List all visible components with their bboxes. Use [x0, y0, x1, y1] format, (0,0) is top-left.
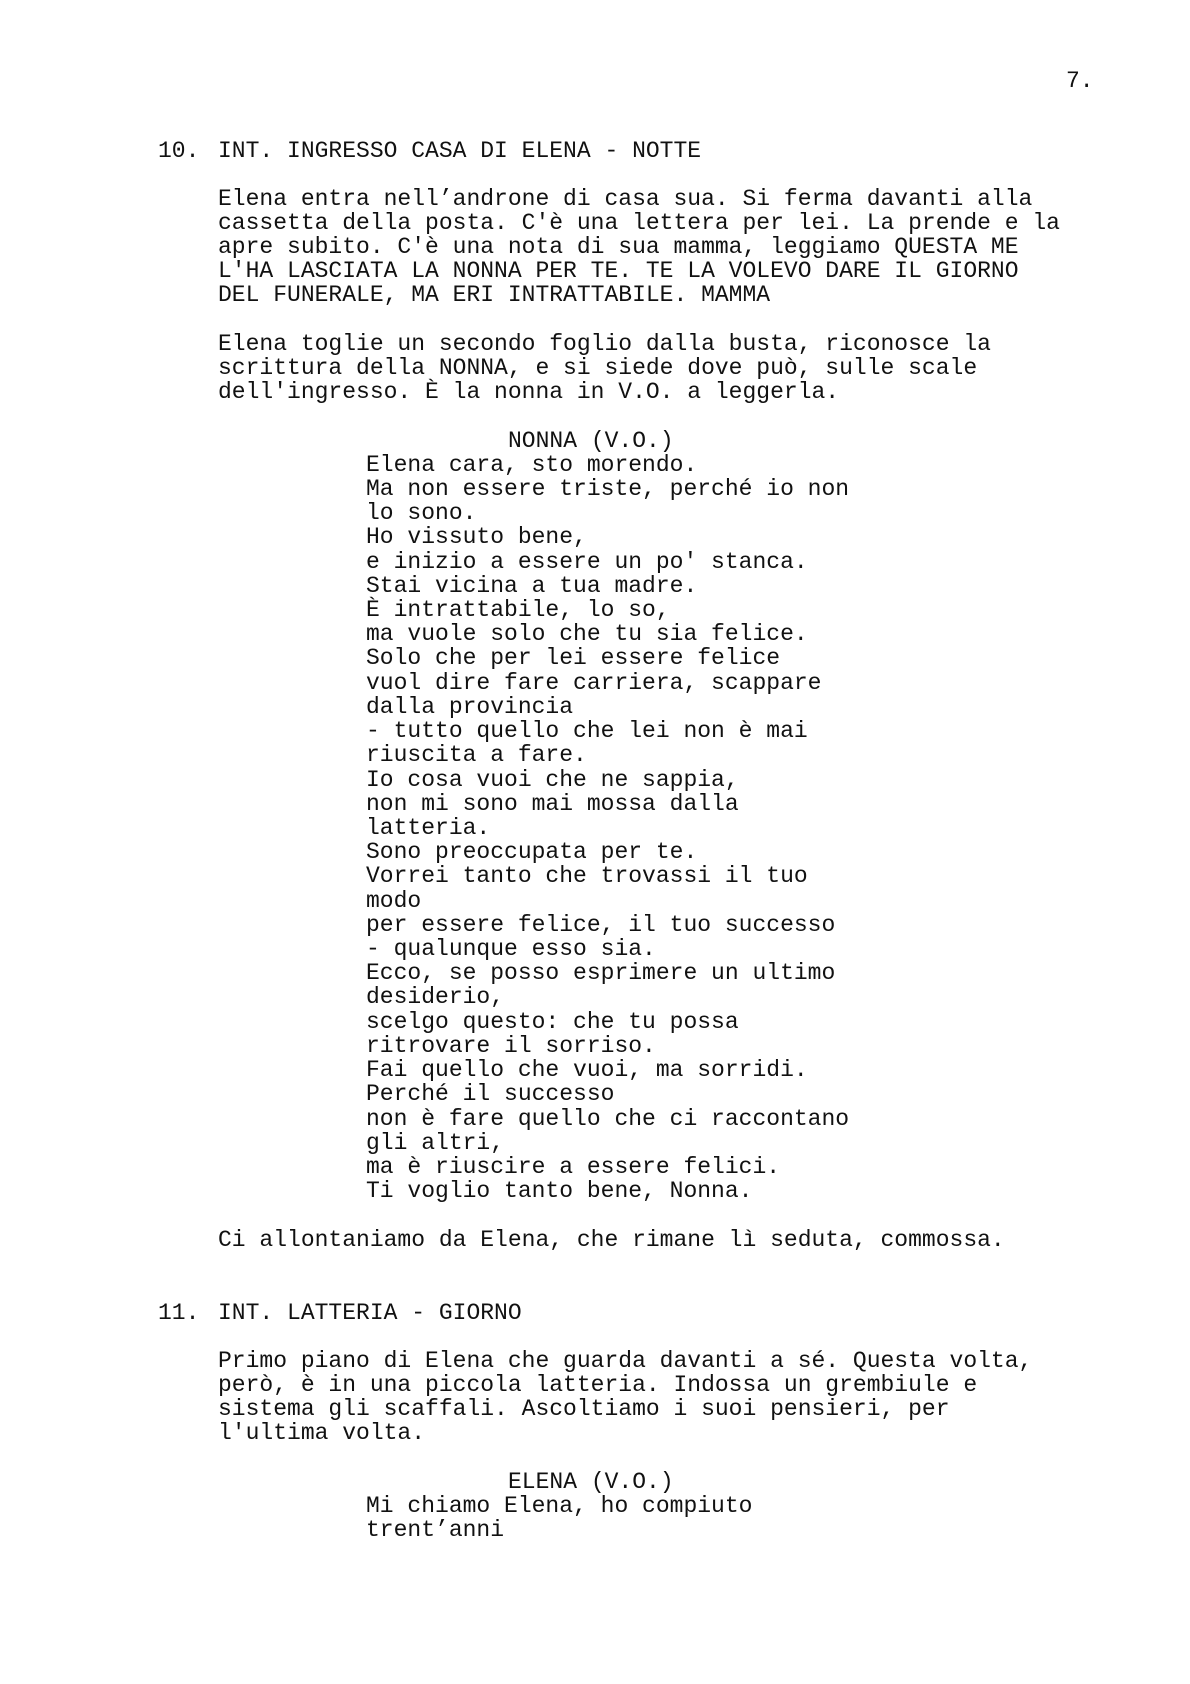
dialogue-line: Ti voglio tanto bene, Nonna. [366, 1178, 753, 1204]
dialogue-line: ma vuole solo che tu sia felice. [366, 621, 808, 647]
action-line: L'HA LASCIATA LA NONNA PER TE. TE LA VOLEVO DARE IL GIORNO [218, 258, 1019, 284]
action-line: Ci allontaniamo da Elena, che rimane lì seduta, commossa. [218, 1227, 1005, 1253]
dialogue-line: scelgo questo: che tu possa [366, 1009, 739, 1035]
dialogue-line: modo [366, 888, 422, 914]
dialogue-line: ritrovare il sorriso. [366, 1033, 656, 1059]
dialogue-line: dalla provincia [366, 694, 574, 720]
action-line: però, è in una piccola latteria. Indossa un grembiule e [218, 1372, 978, 1398]
dialogue-line: - tutto quello che lei non è mai [366, 718, 808, 744]
dialogue-line: È intrattabile, lo so, [366, 597, 670, 623]
action-line: cassetta della posta. C'è una lettera per lei. La prende e la [218, 210, 1060, 236]
dialogue-line: trent’anni [366, 1517, 505, 1543]
dialogue-line: lo sono. [366, 500, 477, 526]
dialogue-line: non è fare quello che ci raccontano [366, 1106, 850, 1132]
dialogue-line: Elena cara, sto morendo. [366, 452, 698, 478]
dialogue-line: Io cosa vuoi che ne sappia, [366, 767, 739, 793]
action-line: scrittura della NONNA, e si siede dove può, sulle scale [218, 355, 978, 381]
dialogue-line: Ho vissuto bene, [366, 524, 587, 550]
dialogue-line: Sono preoccupata per te. [366, 839, 698, 865]
scene-number: 10. [158, 138, 200, 164]
dialogue-line: Solo che per lei essere felice [366, 645, 781, 671]
dialogue-line: riuscita a fare. [366, 742, 587, 768]
dialogue-line: desiderio, [366, 984, 505, 1010]
dialogue-line: Perché il successo [366, 1081, 615, 1107]
character-name: ELENA (V.O.) [508, 1469, 674, 1495]
scene-number: 11. [158, 1300, 200, 1326]
dialogue-line: Vorrei tanto che trovassi il tuo [366, 863, 808, 889]
scene-heading: INT. INGRESSO CASA DI ELENA - NOTTE [218, 138, 702, 164]
dialogue-line: vuol dire fare carriera, scappare [366, 670, 822, 696]
dialogue-line: - qualunque esso sia. [366, 936, 656, 962]
dialogue-line: e inizio a essere un po' stanca. [366, 549, 808, 575]
character-name: NONNA (V.O.) [508, 428, 674, 454]
page-number: 7. [1066, 68, 1094, 94]
dialogue-line: Mi chiamo Elena, ho compiuto [366, 1493, 753, 1519]
dialogue-line: per essere felice, il tuo successo [366, 912, 836, 938]
action-line: Elena entra nell’androne di casa sua. Si ferma davanti alla [218, 186, 1033, 212]
action-line: apre subito. C'è una nota di sua mamma, leggiamo QUESTA ME [218, 234, 1019, 260]
dialogue-line: Ma non essere triste, perché io non [366, 476, 850, 502]
dialogue-line: gli altri, [366, 1130, 505, 1156]
action-line: l'ultima volta. [218, 1420, 426, 1446]
dialogue-line: latteria. [366, 815, 491, 841]
dialogue-line: Stai vicina a tua madre. [366, 573, 698, 599]
dialogue-line: Fai quello che vuoi, ma sorridi. [366, 1057, 808, 1083]
action-line: Primo piano di Elena che guarda davanti a sé. Questa volta, [218, 1348, 1033, 1374]
dialogue-line: ma è riuscire a essere felici. [366, 1154, 781, 1180]
action-line: Elena toglie un secondo foglio dalla busta, riconosce la [218, 331, 991, 357]
scene-heading: INT. LATTERIA - GIORNO [218, 1300, 522, 1326]
dialogue-line: Ecco, se posso esprimere un ultimo [366, 960, 836, 986]
action-line: dell'ingresso. È la nonna in V.O. a leggerla. [218, 379, 840, 405]
dialogue-line: non mi sono mai mossa dalla [366, 791, 739, 817]
action-line: sistema gli scaffali. Ascoltiamo i suoi pensieri, per [218, 1396, 950, 1422]
action-line: DEL FUNERALE, MA ERI INTRATTABILE. MAMMA [218, 282, 771, 308]
